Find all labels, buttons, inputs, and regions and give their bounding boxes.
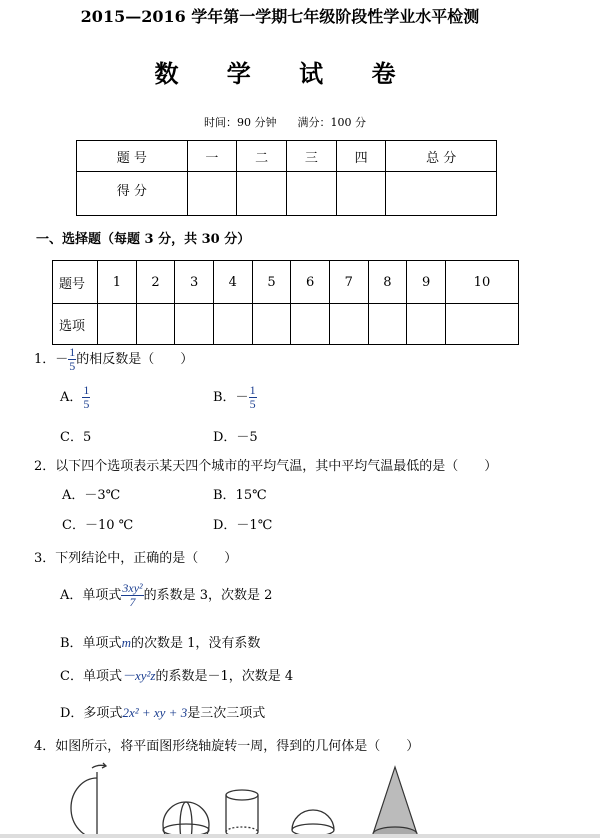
answer-header-label: 题号	[53, 261, 98, 304]
answer-cell[interactable]	[136, 304, 175, 345]
numerator: 1	[249, 383, 256, 397]
cone-figure	[373, 767, 417, 838]
geometry-figures	[0, 760, 600, 838]
subject-title: 数 学 试 卷	[154, 59, 416, 88]
answer-cell[interactable]	[252, 304, 291, 345]
numerator: 3xy²	[122, 581, 143, 595]
question-text: 1．－	[34, 352, 69, 367]
question-text: 的相反数是（ ）	[76, 352, 194, 367]
option-label: D．多项式	[60, 706, 123, 721]
score-row-label: 得 分	[77, 172, 188, 216]
answer-cell[interactable]	[445, 304, 518, 345]
sphere-figure	[163, 802, 209, 838]
option-d[interactable]	[60, 702, 265, 721]
fraction	[121, 582, 143, 609]
option-b[interactable]	[213, 384, 257, 411]
math-expression: －xy²z	[121, 668, 156, 683]
option-a[interactable]	[60, 582, 272, 609]
answer-cell[interactable]	[98, 304, 137, 345]
option-a[interactable]	[60, 384, 90, 411]
option-text: 的次数是 1，没有系数	[130, 636, 261, 651]
semicircle-axis-figure	[71, 763, 106, 838]
score-table	[76, 140, 497, 216]
answer-number: 9	[407, 261, 446, 304]
option-label: C．单项式	[60, 669, 122, 684]
answer-number: 4	[213, 261, 252, 304]
fraction	[82, 384, 90, 411]
score-cell[interactable]	[237, 172, 287, 216]
score-header: 一	[187, 141, 237, 172]
question-4: 4．如图所示，将平面图形绕轴旋转一周，得到的几何体是（ ）	[34, 739, 420, 754]
answer-number: 5	[252, 261, 291, 304]
score-cell[interactable]	[187, 172, 237, 216]
exam-info	[0, 114, 570, 130]
denominator: 7	[129, 595, 136, 609]
option-d[interactable]: D．－1℃	[213, 518, 273, 533]
option-b[interactable]	[60, 632, 260, 651]
hemisphere-figure	[292, 810, 334, 836]
score-header: 总 分	[386, 141, 497, 172]
score-header: 三	[286, 141, 336, 172]
option-b[interactable]: B．15℃	[213, 488, 267, 503]
full-score: 满分：100 分	[297, 116, 366, 129]
denominator: 5	[249, 397, 256, 411]
answer-number: 1	[98, 261, 137, 304]
answer-number: 2	[136, 261, 175, 304]
option-text: 的系数是 3，次数是 2	[143, 588, 273, 603]
page-bottom-edge	[0, 834, 600, 838]
denominator: 5	[83, 397, 90, 411]
math-expression: m	[121, 635, 131, 650]
score-cell[interactable]	[286, 172, 336, 216]
option-label: B．单项式	[60, 636, 122, 651]
answer-cell[interactable]	[329, 304, 368, 345]
time-limit: 时间：90 分钟	[204, 116, 277, 129]
answer-number: 3	[175, 261, 214, 304]
score-header: 题 号	[77, 141, 188, 172]
section-heading: 一、选择题（每题 3 分，共 30 分）	[36, 232, 251, 247]
answer-cell[interactable]	[213, 304, 252, 345]
answer-number: 6	[291, 261, 330, 304]
question-3: 3．下列结论中，正确的是（ ）	[34, 551, 238, 566]
score-header: 四	[336, 141, 386, 172]
answer-number: 7	[329, 261, 368, 304]
option-c[interactable]: C．－10 ℃	[62, 518, 134, 533]
math-expression: 2x² + xy + 3	[122, 705, 188, 720]
option-label: A．单项式	[60, 588, 122, 603]
numerator: 1	[69, 345, 76, 359]
exam-title: 2015—2016 学年第一学期七年级阶段性学业水平检测	[80, 7, 480, 26]
denominator: 5	[69, 359, 76, 373]
option-c[interactable]: C．5	[60, 430, 92, 445]
answer-cell[interactable]	[175, 304, 214, 345]
cylinder-figure	[226, 790, 258, 837]
option-c[interactable]	[60, 665, 293, 684]
answer-cell[interactable]	[368, 304, 407, 345]
option-label: B．－	[213, 390, 249, 405]
answer-cell[interactable]	[407, 304, 446, 345]
score-header: 二	[237, 141, 287, 172]
answer-row-label: 选项	[53, 304, 98, 345]
option-a[interactable]: A．－3℃	[62, 488, 121, 503]
score-cell[interactable]	[386, 172, 497, 216]
option-label: A．	[60, 390, 83, 405]
score-cell[interactable]	[336, 172, 386, 216]
question-1	[34, 346, 193, 373]
option-d[interactable]: D．－5	[213, 430, 258, 445]
answer-number: 8	[368, 261, 407, 304]
answer-number: 10	[445, 261, 518, 304]
fraction	[249, 384, 257, 411]
answer-cell[interactable]	[291, 304, 330, 345]
question-2: 2．以下四个选项表示某天四个城市的平均气温，其中平均气温最低的是（ ）	[34, 459, 498, 474]
option-text: 是三次三项式	[187, 706, 266, 721]
numerator: 1	[83, 383, 90, 397]
answer-table	[52, 260, 519, 345]
option-text: 的系数是－1，次数是 4	[155, 669, 294, 684]
